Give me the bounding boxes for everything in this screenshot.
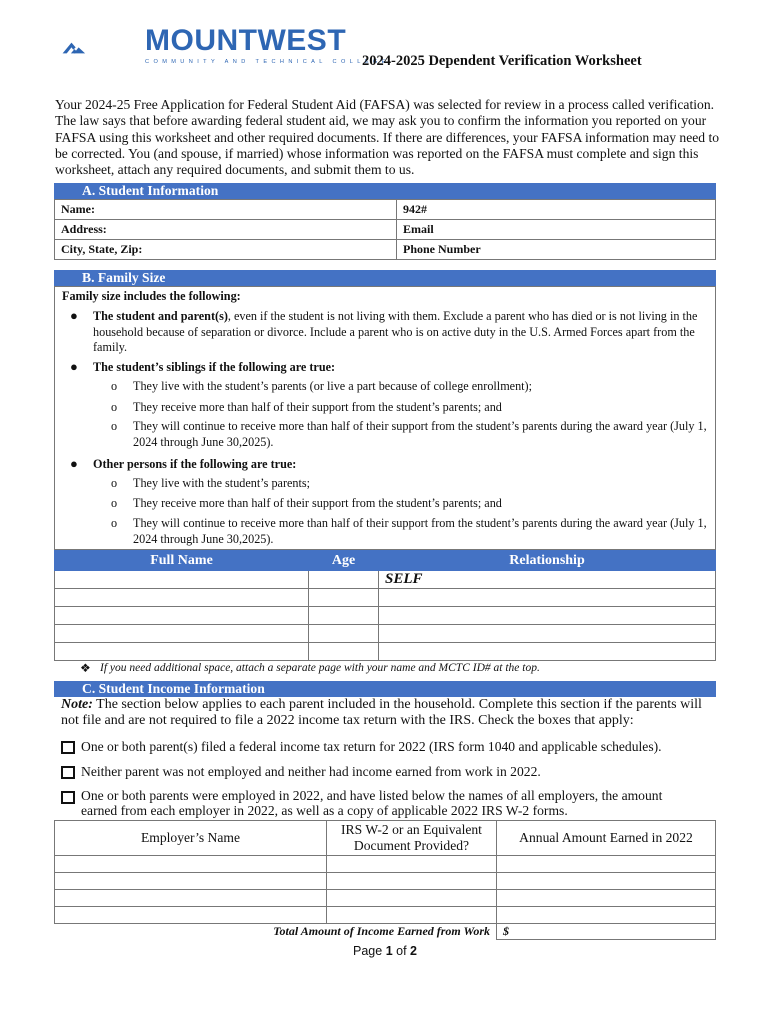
bullet-icon: ● xyxy=(70,359,78,374)
family-name-cell[interactable] xyxy=(55,607,309,625)
sub-bullet: o xyxy=(111,496,118,510)
section-c-header: C. Student Income Information xyxy=(54,681,716,697)
section-b-header: B. Family Size xyxy=(54,270,716,286)
bullet-icon: ● xyxy=(70,456,78,471)
mountwest-logo-mark xyxy=(62,26,142,70)
sibling-condition: They will continue to receive more than half of their support from the student’s parents during the award year (July 1, 2024 through June 30,2025). xyxy=(133,419,707,449)
option-employed: One or both parents were employed in 2022, and have listed below the names of all employers, the amount earned from each employer in 2022, as well as a copy of applicable 2022 IRS W-2 forms. xyxy=(81,788,663,819)
w2-cell[interactable] xyxy=(327,907,497,924)
family-members-table xyxy=(54,550,716,661)
phone-field[interactable]: Phone Number xyxy=(397,240,716,260)
email-field[interactable]: Email xyxy=(397,220,716,240)
bullet-student-parents: The student and parent(s), even if the student is not living with them. Exclude a parent who has died or is not living in the household because of separation or divorce. Include a parent who is on active duty in the U.S. Armed Forces apart from the family. xyxy=(93,309,698,355)
checkbox-employed[interactable] xyxy=(61,791,75,804)
col-relationship: Relationship xyxy=(379,551,716,571)
other-condition: They receive more than half of their support from the student’s parents; and xyxy=(133,496,502,510)
option-filed-return: One or both parent(s) filed a federal income tax return for 2022 (IRS form 1040 and applicable schedules). xyxy=(81,739,662,754)
bullet-siblings: The student’s siblings if the following are true: xyxy=(93,360,336,374)
amount-cell[interactable] xyxy=(497,873,716,890)
address-field[interactable]: Address: xyxy=(55,220,397,240)
name-field[interactable]: Name: xyxy=(55,200,397,220)
family-age-cell[interactable] xyxy=(309,589,379,607)
amount-cell[interactable] xyxy=(497,907,716,924)
logo-subtitle: COMMUNITY AND TECHNICAL COLLEGE xyxy=(145,59,390,65)
sub-bullet: o xyxy=(111,400,118,414)
sub-bullet: o xyxy=(111,476,118,490)
student-info-table xyxy=(54,199,716,260)
col-w2-provided: IRS W-2 or an Equivalent Document Provided? xyxy=(327,821,497,856)
option-not-employed: Neither parent was not employed and neither had income earned from work in 2022. xyxy=(81,764,541,779)
w2-cell[interactable] xyxy=(327,856,497,873)
family-size-intro: Family size includes the following: xyxy=(62,289,241,303)
col-age: Age xyxy=(309,551,379,571)
amount-cell[interactable] xyxy=(497,856,716,873)
document-title: 2024-2025 Dependent Verification Worksheet xyxy=(362,53,642,69)
sibling-condition: They live with the student’s parents (or live a part because of college enrollment); xyxy=(133,379,533,393)
diamond-bullet-icon: ❖ xyxy=(80,661,91,675)
family-name-cell[interactable] xyxy=(55,625,309,643)
family-relationship-cell[interactable] xyxy=(379,643,716,661)
checkbox-filed-return[interactable] xyxy=(61,741,75,754)
additional-space-note: If you need additional space, attach a separate page with your name and MCTC ID# at the top. xyxy=(100,662,540,674)
logo-name: MOUNTWEST xyxy=(145,24,347,57)
sibling-condition: They receive more than half of their support from the student’s parents; and xyxy=(133,400,502,414)
sub-bullet: o xyxy=(111,379,118,393)
page-number: Page 1 of 2 xyxy=(353,944,417,958)
col-employer-name: Employer’s Name xyxy=(55,821,327,856)
family-relationship-cell[interactable] xyxy=(379,589,716,607)
family-age-cell[interactable] xyxy=(309,643,379,661)
employer-name-cell[interactable] xyxy=(55,907,327,924)
other-condition: They will continue to receive more than half of their support from the student’s parents during the award year (July 1, 2024 through June 30,2025). xyxy=(133,516,707,546)
employer-name-cell[interactable] xyxy=(55,856,327,873)
section-a-header: A. Student Information xyxy=(54,183,716,199)
employer-name-cell[interactable] xyxy=(55,890,327,907)
family-age-cell[interactable] xyxy=(309,571,379,589)
city-state-zip-field[interactable]: City, State, Zip: xyxy=(55,240,397,260)
w2-cell[interactable] xyxy=(327,873,497,890)
w2-cell[interactable] xyxy=(327,890,497,907)
family-relationship-cell[interactable] xyxy=(379,625,716,643)
intro-paragraph: Your 2024-25 Free Application for Federal Student Aid (FAFSA) was selected for review in a process called verification. The law says that before awarding federal student aid, we may ask you to confirm the information you reported on your FAFSA using this worksheet and other required documents. If there are differences, your FAFSA information may need to be corrected. You (and spouse, if married) whose information was reported on the FAFSA must complete and sign this worksheet, attach any required documents, and submit them to us. xyxy=(55,97,720,178)
col-full-name: Full Name xyxy=(55,551,309,571)
family-name-cell[interactable] xyxy=(55,589,309,607)
income-note: Note: The section below applies to each parent included in the household. Complete this section if the parents will not file and are not required to file a 2022 income tax return with the IRS. Check the boxes that apply: xyxy=(61,697,702,729)
family-relationship-cell[interactable] xyxy=(379,607,716,625)
bullet-icon: ● xyxy=(70,308,78,323)
family-age-cell[interactable] xyxy=(309,625,379,643)
employer-name-cell[interactable] xyxy=(55,873,327,890)
family-name-cell[interactable] xyxy=(55,571,309,589)
total-income-label: Total Amount of Income Earned from Work xyxy=(55,924,497,940)
family-age-cell[interactable] xyxy=(309,607,379,625)
family-relationship-cell[interactable]: SELF xyxy=(379,571,716,589)
id-field[interactable]: 942# xyxy=(397,200,716,220)
checkbox-not-employed[interactable] xyxy=(61,766,75,779)
col-annual-amount: Annual Amount Earned in 2022 xyxy=(497,821,716,856)
family-name-cell[interactable] xyxy=(55,643,309,661)
total-income-value[interactable]: $ xyxy=(497,924,716,940)
bullet-other-persons: Other persons if the following are true: xyxy=(93,457,297,471)
sub-bullet: o xyxy=(111,419,118,433)
sub-bullet: o xyxy=(111,516,118,530)
other-condition: They live with the student’s parents; xyxy=(133,476,311,490)
employer-table xyxy=(54,820,716,940)
amount-cell[interactable] xyxy=(497,890,716,907)
